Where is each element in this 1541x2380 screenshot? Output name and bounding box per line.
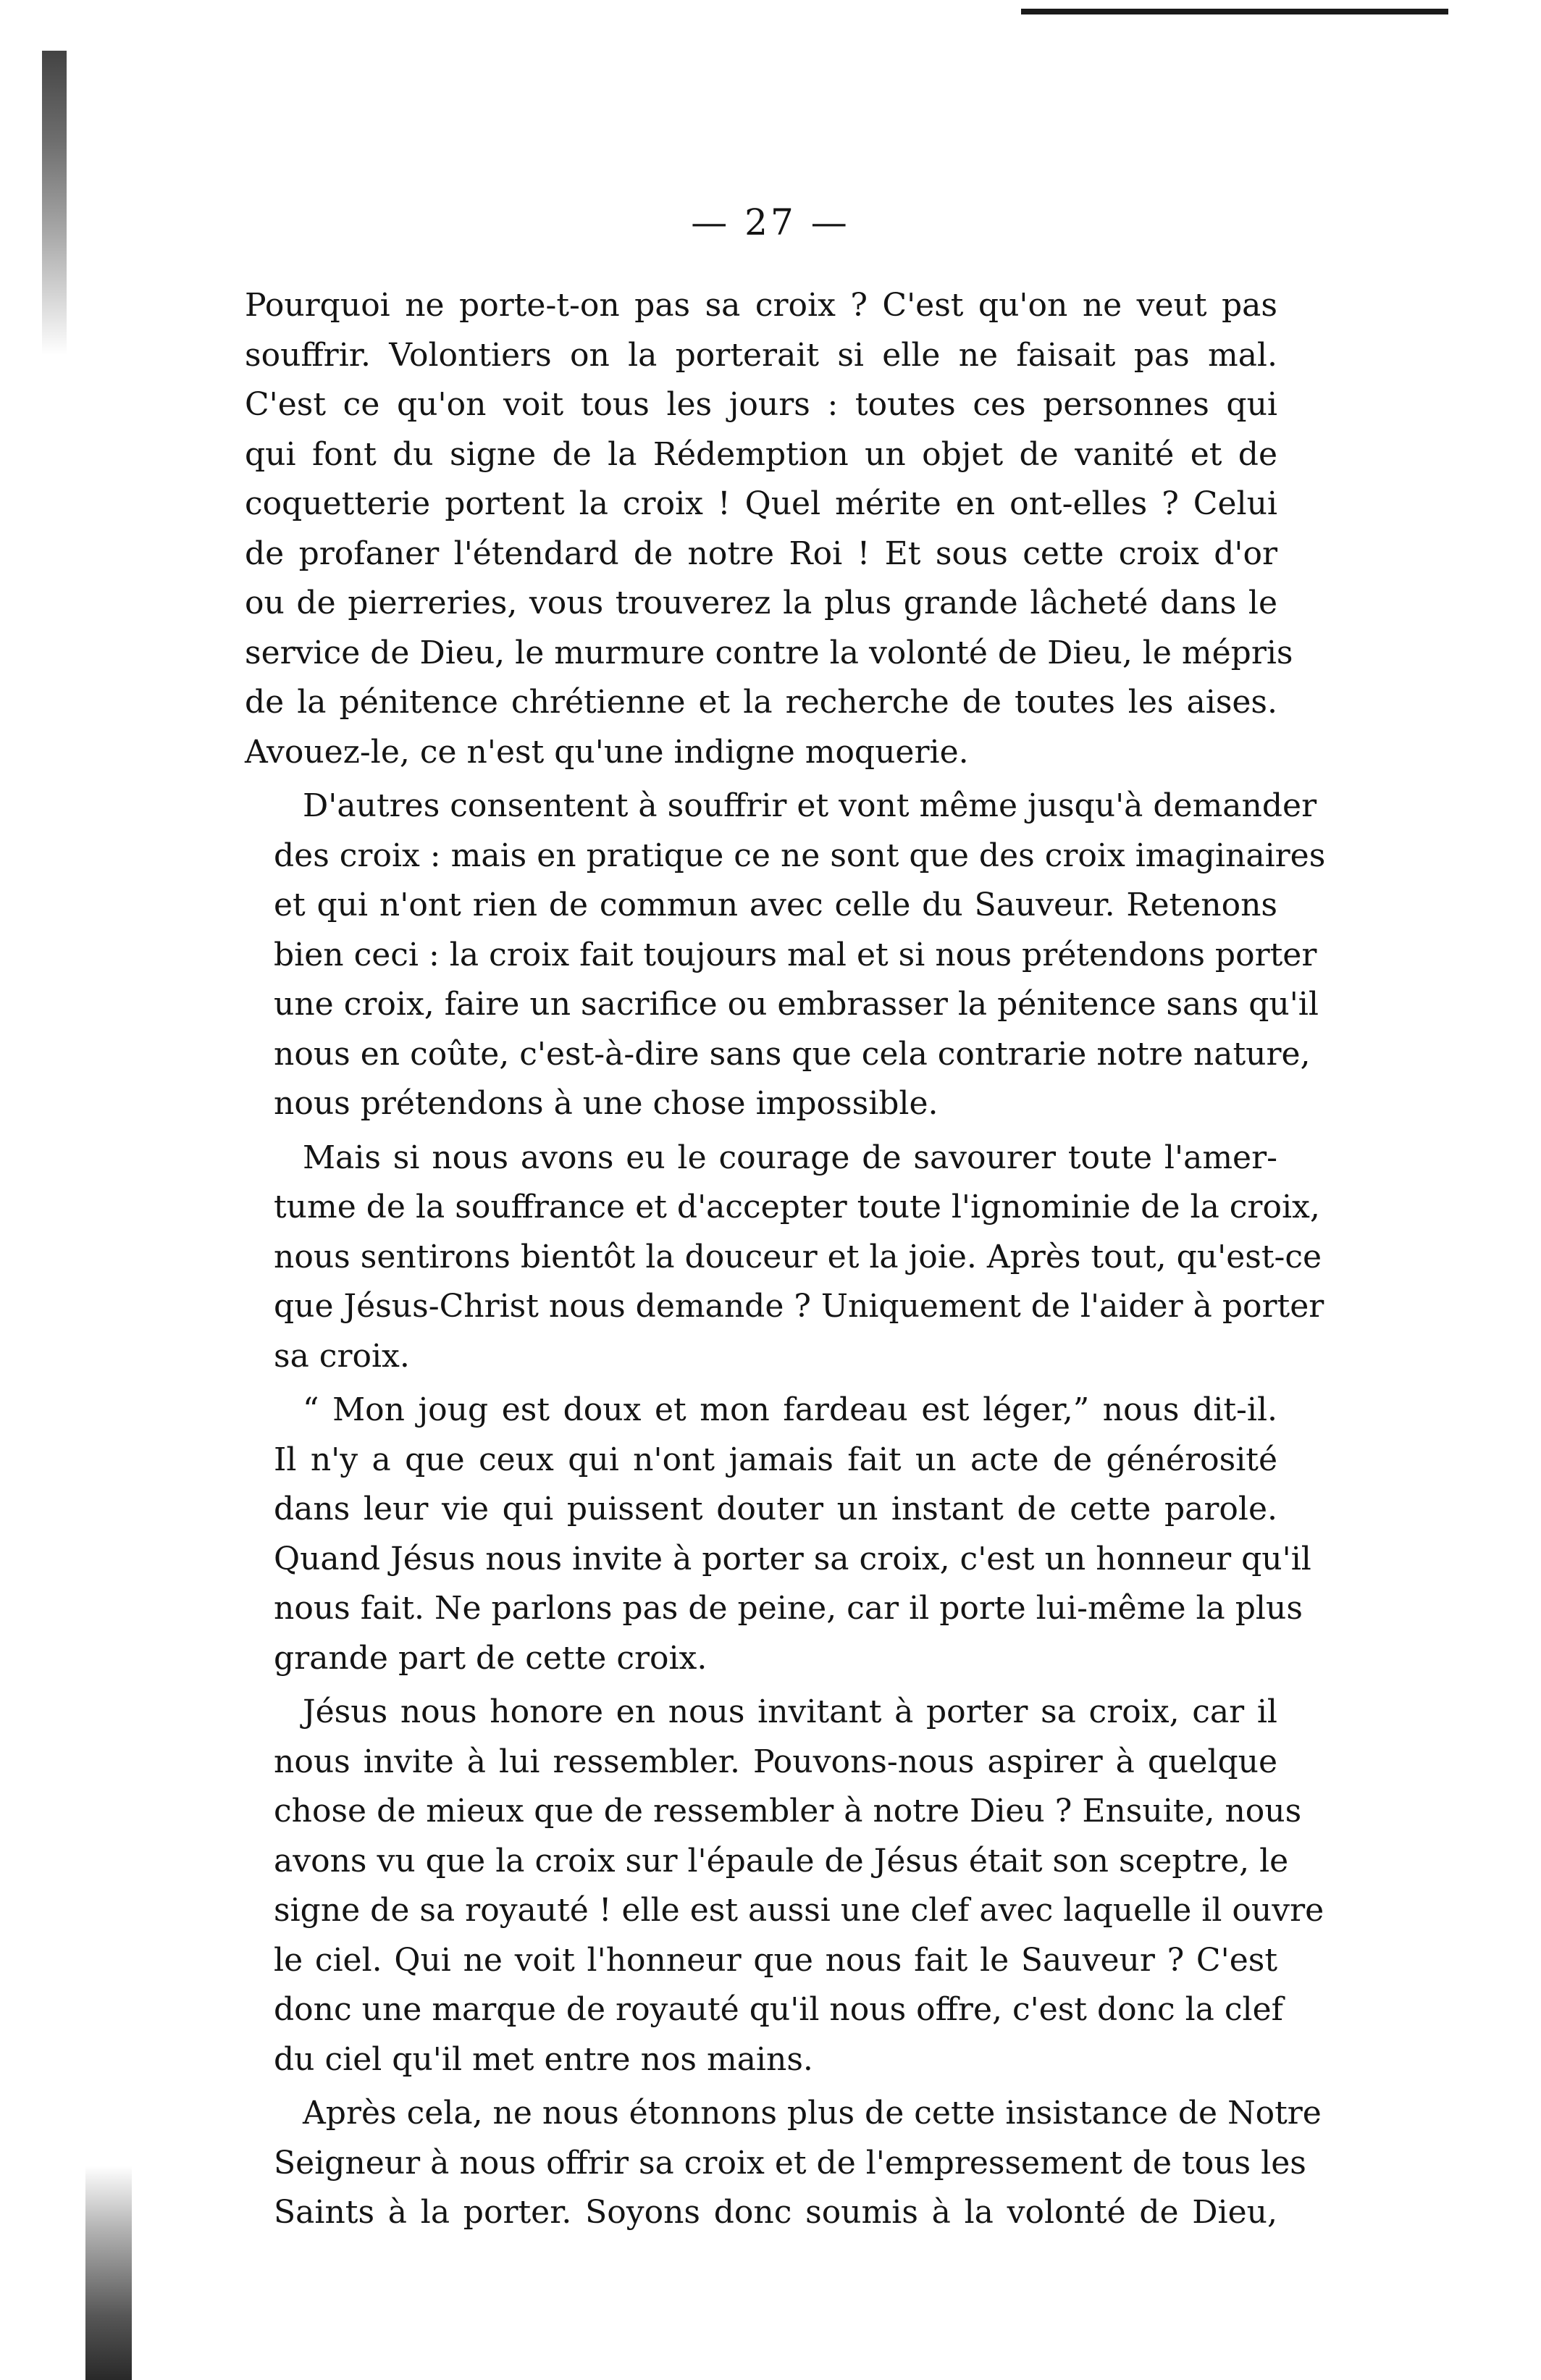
- text-line: Quand Jésus nous invite à porter sa croix, c'est un honneur qu'il: [274, 1540, 1311, 1577]
- text-line: D'autres consentent à souffrir et vont même jusqu'à demander: [303, 787, 1317, 824]
- paragraph-5: [245, 1688, 1324, 2084]
- text-line: des croix : mais en pratique ce ne sont que des croix imaginaires: [274, 837, 1326, 874]
- text-line: nous invite à lui ressembler. Pouvons-nous aspirer à quelque: [274, 1743, 1277, 1780]
- page-number: — 27 —: [691, 201, 850, 243]
- paragraph-4: [245, 1386, 1311, 1683]
- text-line: nous en coûte, c'est-à-dire sans que cela contrarie notre nature,: [274, 1035, 1311, 1073]
- text-line: de la pénitence chrétienne et la recherche de toutes les aises.: [245, 684, 1277, 721]
- text-line: Pourquoi ne porte-t-on pas sa croix ? C'est qu'on ne veut pas: [245, 287, 1277, 324]
- text-line: nous sentirons bientôt la douceur et la joie. Après tout, qu'est-ce: [274, 1238, 1322, 1275]
- text-line: Avouez-le, ce n'est qu'une indigne moquerie.: [245, 733, 969, 771]
- body-text: [245, 281, 1326, 2242]
- text-line: et qui n'ont rien de commun avec celle du Sauveur. Retenons: [274, 887, 1277, 923]
- text-line: Seigneur à nous offrir sa croix et de l'empressement de tous les: [274, 2144, 1306, 2182]
- text-line: “ Mon joug est doux et mon fardeau est léger,” nous dit-il.: [303, 1391, 1277, 1428]
- text-line: Saints à la porter. Soyons donc soumis à la volonté de Dieu,: [274, 2194, 1277, 2231]
- text-line: bien ceci : la croix fait toujours mal et si nous prétendons porter: [274, 936, 1317, 973]
- text-line: tume de la souffrance et d'accepter toute l'ignominie de la croix,: [274, 1189, 1320, 1225]
- text-line: nous prétendons à une chose impossible.: [274, 1085, 939, 1122]
- text-line: ou de pierreries, vous trouverez la plus grande lâcheté dans le: [245, 584, 1277, 621]
- text-line: de profaner l'étendard de notre Roi ! Et sous cette croix d'or: [245, 535, 1277, 572]
- text-line: service de Dieu, le murmure contre la volonté de Dieu, le mépris: [245, 634, 1293, 671]
- text-line: le ciel. Qui ne voit l'honneur que nous fait le Sauveur ? C'est: [274, 1941, 1277, 1979]
- text-line: sa croix.: [274, 1337, 410, 1375]
- text-line: avons vu que la croix sur l'épaule de Jésus était son sceptre, le: [274, 1842, 1289, 1880]
- text-line: Après cela, ne nous étonnons plus de cette insistance de Notre: [303, 2095, 1322, 2132]
- text-line: que Jésus-Christ nous demande ? Uniquement de l'aider à porter: [274, 1288, 1324, 1325]
- paragraph-6: [245, 2089, 1322, 2238]
- text-line: Jésus nous honore en nous invitant à porter sa croix, car il: [303, 1693, 1277, 1730]
- scan-edge-mark-bottom: [85, 2166, 132, 2380]
- text-line: C'est ce qu'on voit tous les jours : toutes ces personnes qui: [245, 386, 1277, 423]
- text-line: signe de sa royauté ! elle est aussi une clef avec laquelle il ouvre: [274, 1892, 1324, 1929]
- text-line: chose de mieux que de ressembler à notre Dieu ? Ensuite, nous: [274, 1793, 1302, 1830]
- text-line: une croix, faire un sacrifice ou embrasser la pénitence sans qu'il: [274, 986, 1319, 1023]
- text-line: souffrir. Volontiers on la porterait si elle ne faisait pas mal.: [245, 336, 1277, 374]
- scan-top-rule: [1021, 9, 1448, 14]
- text-line: donc une marque de royauté qu'il nous offre, c'est donc la clef: [274, 1991, 1283, 2028]
- text-line: grande part de cette croix.: [274, 1639, 707, 1677]
- paragraph-3: [245, 1134, 1324, 1382]
- text-line: Mais si nous avons eu le courage de savourer toute l'amer-: [303, 1139, 1277, 1176]
- text-line: dans leur vie qui puissent douter un instant de cette parole.: [274, 1491, 1277, 1528]
- text-line: qui font du signe de la Rédemption un objet de vanité et de: [245, 435, 1277, 473]
- text-line: coquetterie portent la croix ! Quel mérite en ont-elles ? Celui: [245, 485, 1277, 522]
- text-line: du ciel qu'il met entre nos mains.: [274, 2040, 813, 2078]
- text-line: nous fait. Ne parlons pas de peine, car il porte lui-même la plus: [274, 1590, 1303, 1627]
- text-line: Il n'y a que ceux qui n'ont jamais fait un acte de générosité: [274, 1441, 1277, 1478]
- paragraph-2: [245, 782, 1326, 1129]
- paragraph-1: [245, 281, 1293, 777]
